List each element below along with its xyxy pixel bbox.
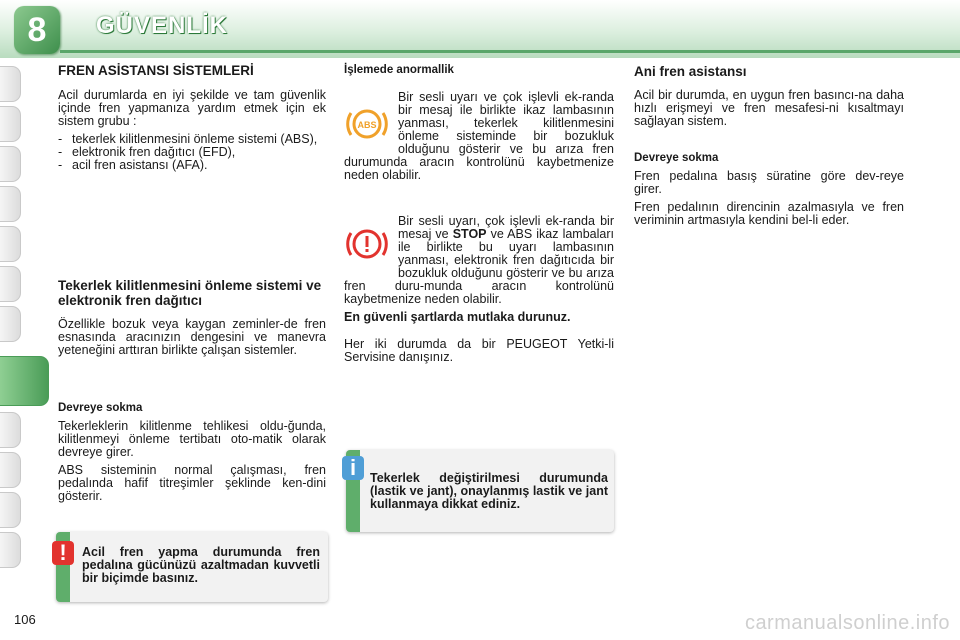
chapter-tab-10[interactable] bbox=[0, 452, 21, 488]
middle-column bbox=[344, 64, 614, 82]
svg-text:ABS: ABS bbox=[357, 120, 377, 130]
chapter-tab-5[interactable] bbox=[0, 226, 21, 262]
stop-word: STOP bbox=[452, 227, 487, 241]
chapter-tab-2[interactable] bbox=[0, 106, 21, 142]
service-text: Her iki durumda da bir PEUGEOT Yetki-li Servisine danışınız. bbox=[344, 337, 614, 364]
abs-section bbox=[58, 278, 326, 362]
list-item: - elektronik fren dağıtıcı (EFD), bbox=[58, 145, 236, 159]
safe-stop-text: En güvenli şartlarda mutlaka durunuz. bbox=[344, 310, 571, 324]
list-item: - tekerlek kilitlenmesini önleme sistemi (ABS), bbox=[58, 132, 318, 146]
activation-title: Devreye sokma bbox=[58, 402, 143, 414]
intro-paragraph: Acil durumlarda en iyi şekilde ve tam güvenlik içinde fren yapmanıza yardım etmek için ek sistem grubu : bbox=[58, 88, 326, 128]
abs-activation bbox=[58, 402, 326, 508]
chapter-tab-1[interactable] bbox=[0, 66, 21, 102]
abs-warning-lamp-icon bbox=[344, 101, 390, 147]
activation-paragraph-2: ABS sisteminin normal çalışması, fren pedalında hafif titreşimler şeklinde ken-dini gösterir. bbox=[58, 463, 326, 503]
emergency-assist-title: Ani fren asistansı bbox=[634, 64, 747, 79]
activation-paragraph-2: Fren pedalının direncinin azalmasıyla ve fren veriminin artmasıyla kendini bel-li eder. bbox=[634, 200, 904, 227]
right-column bbox=[634, 64, 904, 232]
brake-warning-lamp-icon bbox=[344, 221, 390, 267]
systems-list bbox=[58, 133, 326, 172]
chapter-tab-7[interactable] bbox=[0, 306, 21, 342]
chapter-tab-8-active[interactable] bbox=[0, 356, 49, 406]
page-title: GÜVENLİK bbox=[96, 12, 229, 39]
header-rule bbox=[60, 50, 960, 53]
brake-malfunction-text: Bir sesli uyarı, çok işlevli ek-randa bir mesaj ve STOP ve ABS ikaz lambaları ile birlikte bu uyarı lambasının yanması, elektronik fren dağıtıcıda bir bozukluk olduğunu gösterir ve bu arıza fren duru-munda aracın kontrolünü kaybetmenize neden olabilir. bbox=[344, 214, 614, 306]
left-column bbox=[58, 64, 326, 172]
chapter-tab-12[interactable] bbox=[0, 532, 21, 568]
chapter-tab-3[interactable] bbox=[0, 146, 21, 182]
chapter-tab-11[interactable] bbox=[0, 492, 21, 528]
chapter-tab-4[interactable] bbox=[0, 186, 21, 222]
activation-title: Devreye sokma bbox=[634, 152, 719, 164]
abs-malfunction bbox=[344, 91, 614, 187]
page-number: 106 bbox=[14, 612, 36, 627]
malfunction-title: İşlemede anormallik bbox=[344, 64, 454, 76]
abs-section-title: Tekerlek kilitlenmesini önleme sistemi ve elektronik fren dağıtıcı bbox=[58, 278, 322, 308]
list-item: - acil fren asistansı (AFA). bbox=[58, 158, 208, 172]
chapter-badge: 8 bbox=[14, 6, 60, 54]
abs-malfunction-text: Bir sesli uyarı ve çok işlevli ek-randa bir mesaj ile birlikte ikaz lambasının yanması, tekerlek kilitlenmesini önleme sisteminde bir bozukluk olduğunu gösterir ve bu arıza fren durumunda aracın kontrolünü kaybetmenize neden olabilir. bbox=[344, 90, 614, 182]
warning-note-text: Acil fren yapma durumunda fren pedalına gücünüzü azaltmadan kuvvetli bir biçimde basınız. bbox=[82, 545, 320, 585]
brake-malfunction bbox=[344, 215, 614, 369]
section-title: FREN ASİSTANSI SİSTEMLERİ bbox=[58, 63, 254, 78]
chapter-tab-6[interactable] bbox=[0, 266, 21, 302]
exclamation-icon: ! bbox=[52, 541, 74, 565]
watermark: carmanualsonline.info bbox=[744, 612, 950, 634]
info-note-box bbox=[346, 450, 614, 532]
info-note-text: Tekerlek değiştirilmesi durumunda (lastik ve jant), onaylanmış lastik ve jant kullanmaya dikkat ediniz. bbox=[370, 471, 608, 511]
warning-note-box bbox=[56, 532, 328, 602]
chapter-tab-9[interactable] bbox=[0, 412, 21, 448]
abs-section-body: Özellikle bozuk veya kaygan zeminler-de fren esnasında aracınızın dengesini ve manevra yeteneğini arttıran birlikte çalışan sistemler. bbox=[58, 317, 326, 357]
emergency-assist-body: Acil bir durumda, en uygun fren basıncı-na daha hızlı erişmeyi ve fren mesafesi-ni kısaltmayı sağlayan sistem. bbox=[634, 88, 904, 128]
info-icon: i bbox=[342, 456, 364, 480]
activation-paragraph-1: Tekerleklerin kilitlenme tehlikesi oldu-ğunda, kilitlenmeyi önleme tertibatı oto-matik olarak devreye girer. bbox=[58, 419, 326, 459]
activation-paragraph-1: Fren pedalına basış süratine göre dev-reye girer. bbox=[634, 169, 904, 196]
